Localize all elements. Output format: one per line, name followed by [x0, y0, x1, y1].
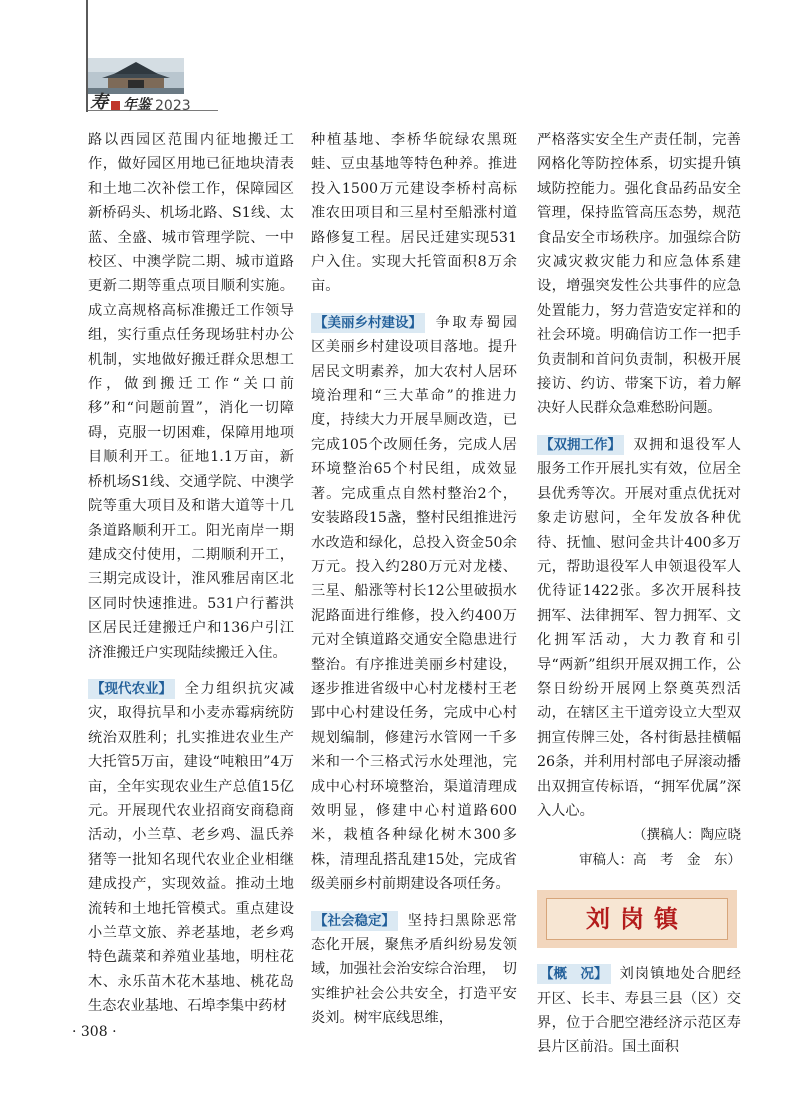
town-title-box: [537, 890, 737, 948]
section-text: 刘岗镇地处合肥经开区、长丰、寿县三县（区）交界，位于合肥空港经济示范区寿县片区前沿。国土面积: [537, 966, 741, 1056]
town-title: 刘岗镇: [586, 904, 688, 933]
section-text: 争取寿蜀园区美丽乡村建设项目落地。提升居民文明素养，加大农村人居环境治理和“三大革命”的推进力度，持续大力开展旱厕改造，已完成105个改厕任务，完成人居环境整治65个村民组，成效显著。完成重点自然村整治2个，安装路段15盏，整村民组推进污水改造和绿化，总投入资金50余万元。投入约280万元对龙楼、三星、船涨等村长12公里破损水泥路面进行维修，投入约400万元对全镇道路交通安全隐患进行整治。有序推进美丽乡村建设，逐步推进省级中心村龙楼村王老郢中心村建设任务，完成中心村规划编制，修建污水管网一千多米和一个三格式污水处理池，完成中心村环境整治，渠道清理成效明显，修建中心村道路600米，栽植各种绿化树木300多株，清理乱搭乱建15处，完成省级美丽乡村前期建设各项任务。: [311, 314, 517, 893]
column-2: [311, 128, 517, 1031]
town-title-inner: [546, 898, 728, 940]
seal-icon: [111, 101, 120, 110]
section-text: 全力组织抗灾减灾，取得抗旱和小麦赤霉病统防统治双胜利；扎实推进农业生产大托管5万亩，建设“吨粮田”4万亩，全年实现农业生产总值15亿元。开展现代农业招商安商稳商活动，小兰草、老乡鸡、温氏养猪等一批知名现代农业企业相继建成投产，实现效益。推动土地流转和土地托管模式。重点建设小兰草文旅、养老基地，老乡鸡特色蔬菜和养殖业基地，明柱花木、永乐苗木花木基地、桃花岛生态农业基地、石埠李集中药材: [88, 680, 294, 1015]
masthead-year: 2023: [155, 98, 191, 114]
header-vertical-rule: [86, 0, 88, 112]
reviewer-credit: 审稿人：高 考 金 东）: [579, 851, 741, 868]
author-credit: （撰稿人：陶应晓: [633, 827, 741, 844]
section-social-stability: [311, 909, 517, 1031]
page-number: · 308 ·: [72, 1024, 117, 1040]
section-text: 双拥和退役军人服务工作开展扎实有效，位居全县优秀等次。开展对重点优抚对象走访慰问，全年发放各种优待、抚恤、慰问金共计400多万元，帮助退役军人申领退役军人优待证1422张。多次开展科技拥军、法律拥军、智力拥军、文化拥军活动，大力教育和引导“两新”组织开展双拥工作，公祭日纷纷开展网上祭奠英烈活动，在辖区主干道旁设立大型双拥宣传牌三处，各村街悬挂横幅26条，并利用村部电子屏滚动播出双拥宣传标语，“拥军优属”深入人心。: [537, 436, 741, 819]
section-double-support: [537, 433, 741, 824]
section-text: 坚持扫黑除恶常态化开展，聚焦矛盾纠纷易发领域，加强社会治安综合治理， 切实维护社会公共安全，打造平安炎刘。树牢底线思维，: [311, 912, 517, 1027]
masthead-char: 寿: [90, 92, 108, 113]
masthead-yearbook: 年鉴: [123, 97, 151, 113]
section-tag: 【社会稳定】: [311, 911, 398, 931]
section-beautiful-village: [311, 311, 517, 897]
section-tag: 【美丽乡村建设】: [311, 313, 425, 333]
paragraph-relocation: 路以西园区范围内征地搬迁工作，做好园区用地已征地块清表和土地二次补偿工作，保障园区新桥码头、机场北路、S1线、太蓝、全盛、城市管理学院、一中校区、中澳学院二期、城市道路更新二期等重点项目顺利实施。成立高规格高标准搬迁工作领导组，实行重点任务现场驻村办公机制，实地做好搬迁群众思想工作，做到搬迁工作“关口前移”和“问题前置”，消化一切障碍，克服一切困难，保障用地项目顺利开工。征地1.1万亩，新桥机场S1线、交通学院、中澳学院等重大项目及和谐大道等十几条道路顺利开工。阳光南岸一期建成交付使用，二期顺利开工，三期完成设计，淮风雅居南区北区同时快速推进。531户行蓄洪区居民迁建搬迁户和136户引江济淮搬迁户实现陆续搬迁入住。: [88, 132, 294, 661]
paragraph-stability-cont: 严格落实安全生产责任制，完善网格化等防控体系，切实提升镇域防控能力。强化食品药品安全管理，保持监管高压态势，规范食品安全市场秩序。加强综合防灾减灾救灾能力和应急体系建设，增强突发性公共事件的应急处置能力，努力营造安定祥和的社会环境。明确信访工作一把手负责制和首问负责制，积极开展接访、约访、带案下访，着力解决好人民群众急难愁盼问题。: [537, 132, 741, 417]
section-tag: 【双拥工作】: [537, 435, 624, 455]
column-3: [537, 128, 741, 1060]
section-overview: [537, 962, 741, 1060]
section-tag: 【现代农业】: [88, 679, 175, 699]
section-modern-agriculture: [88, 677, 294, 1019]
masthead: [90, 94, 191, 114]
section-tag: 【概 况】: [537, 964, 611, 984]
paragraph-agriculture-cont: 种植基地、李桥华皖绿农黑斑蛙、豆虫基地等特色种养。推进投入1500万元建设李桥村高标准农田项目和三星村至船涨村道路修复工程。居民迁建实现531户入住。实现大托管面积8万余亩。: [311, 132, 517, 295]
column-1: [88, 128, 294, 1019]
